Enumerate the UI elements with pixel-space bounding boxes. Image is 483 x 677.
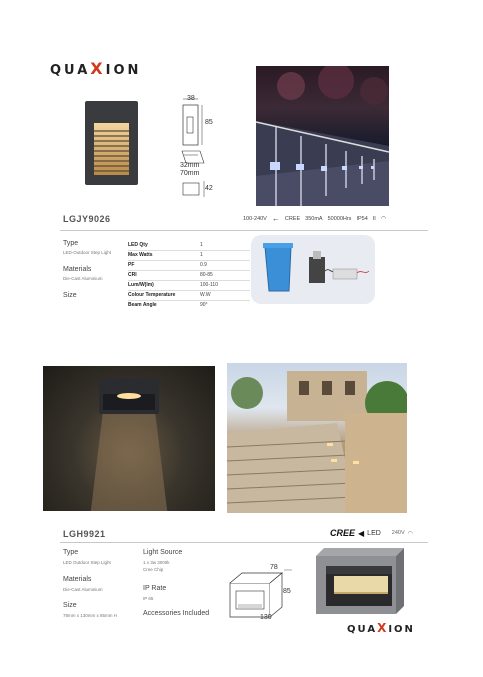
spec-row [128,281,260,289]
spec-class: II [372,215,376,222]
spec-key: PF [128,262,135,268]
spec-row [128,291,260,299]
product1-materials-label: Materials [63,266,92,273]
arrow-icon: ← [271,214,280,223]
product2-dim-height: 85 [283,588,291,595]
logo-prefix: QUA [347,624,378,635]
logo-suffix: ION [105,63,142,78]
product2-type-label: Type [63,549,79,556]
spec-life: 50000Hrs [327,215,352,222]
spec-key: Beam Angle [128,302,157,308]
product2-ip-rate-label: IP Rate [143,585,167,592]
spec-key: LED Qty [128,242,148,248]
led-label: LED [367,529,381,537]
product2-ip-rate-value: IP 65 [143,596,154,601]
dim-depth-bottom: 70mm [180,170,200,177]
product2-dim-width: 130 [260,614,272,621]
voltage-label: 240V [391,530,405,536]
product1-dimension-drawing [178,93,238,223]
cree-arrow-icon: ◀ [358,528,365,538]
spec-value: 90° [200,302,208,308]
spec-key: Lum/W(lm) [128,282,154,288]
product2-materials-value: Die-Cast Aluminium [63,587,103,592]
product1-night-photo [256,66,389,206]
spec-row [128,261,260,269]
product2-cree-badge [330,528,413,538]
product2-size-value: 78mm x 130mm x 85mm H [63,613,118,618]
spec-value: 80-85 [200,272,213,278]
spec-value: W.W [200,292,211,298]
product2-light-source-label: Light Source [143,549,183,556]
logo-x: X [90,59,106,78]
spec-row [128,301,260,309]
dim-depth-top: 32mm [180,162,200,169]
product2-accessories-label: Accessories Included [143,610,210,617]
product2-type-value: LED Outdoor Step Light [63,560,111,565]
spec-key: Colour Temperature [128,292,176,298]
bell-icon: ◠ [380,216,387,222]
spec-key: CRI [128,272,137,278]
product2-size-label: Size [63,602,77,609]
product1-divider [60,230,428,231]
spec-cree: CREE [284,215,301,222]
product1-fixture-image [85,101,138,185]
spec-voltage: 100-240V [243,215,267,222]
spec-value: 1 [200,252,203,258]
product1-accessory-photo [251,235,375,304]
product2-fixture-image [306,544,411,614]
logo-x: X [377,621,389,635]
product1-size-label: Size [63,292,77,299]
spec-row [128,251,260,259]
spec-row [128,271,260,279]
dim-width: 38 [187,95,195,102]
product2-divider [60,542,428,543]
brand-logo-bottom [347,621,415,635]
spec-value: 1 [200,242,203,248]
logo-suffix: ION [388,624,415,635]
spec-row [128,241,260,249]
product2-dim-depth: 78 [270,564,278,571]
dim-depth2: 42 [205,185,213,192]
product2-model: LGH9921 [63,529,106,539]
brand-logo [50,59,141,78]
product1-header-specs [243,214,386,223]
product1-model: LGJY9026 [63,214,111,224]
product2-materials-label: Materials [63,576,92,583]
product2-stairs-photo [227,363,407,513]
spec-value: 0.9 [200,262,207,268]
spec-current: 350mA [305,215,323,222]
logo-prefix: QUA [50,63,91,78]
product1-type-label: Type [63,240,79,247]
bell-icon-2: ◠ [407,530,413,537]
dim-height: 85 [205,119,213,126]
product2-light-source-line1: 1 x 3w 3000k [143,560,170,565]
spec-value: 100-110 [200,282,218,288]
product1-type-value: LED-Outdoor Step Light [63,250,112,255]
product2-light-source-line2: Cree Chip [143,567,164,572]
spec-ip: IP54 [356,215,368,222]
product2-wall-photo [43,366,215,511]
product1-materials-value: Die-Cast Aluminium [63,276,103,281]
cree-logo: CREE [330,528,356,538]
spec-key: Max Watts [128,252,153,258]
